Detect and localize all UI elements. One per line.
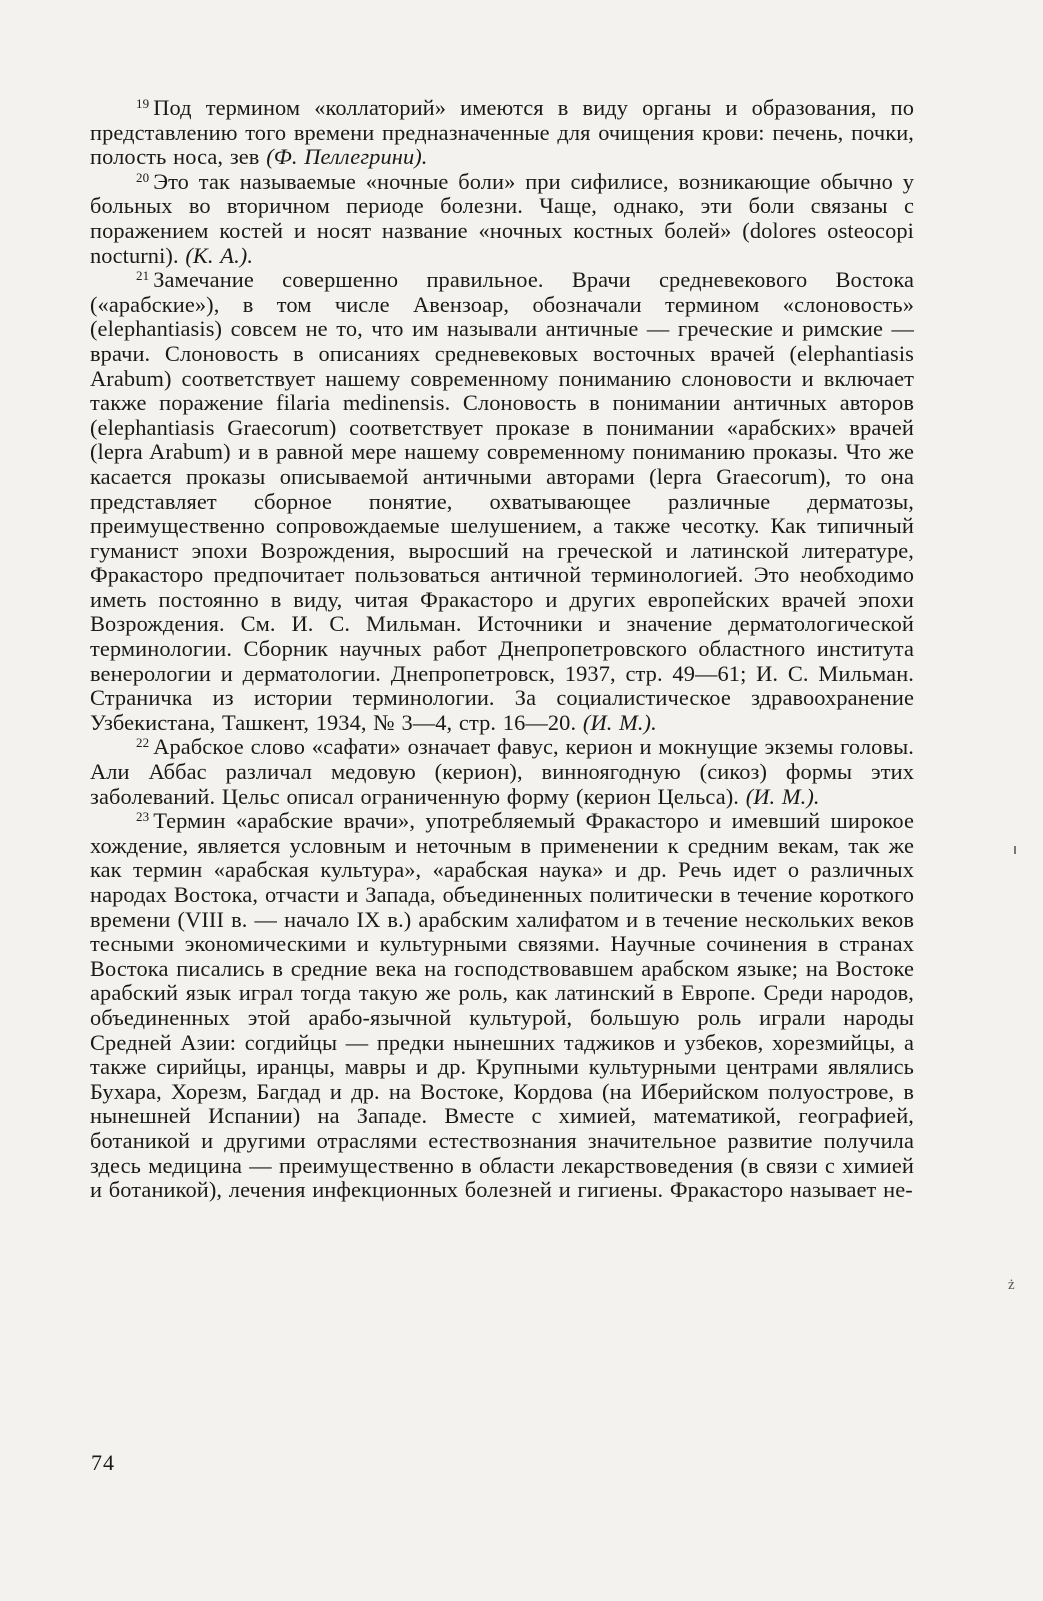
footnote-author: (И. М.). [745, 783, 820, 809]
footnote-21 [90, 268, 914, 735]
footnote-20 [90, 170, 914, 268]
footnote-text: Замечание совершенно правильное. Врачи средневекового Востока («арабские»), в том числе Авензоар, обозначали термином «слоновость» (elephantiasis) совсем не то, что им называли античные — греческие и римские — врачи. Слоновость в описаниях средневековых восточных врачей (elephantiasis Arabum) соответствует нашему современному пониманию слоновости и включает также поражение filaria medinensis. Слоновость в понимании античных авторов (elephantiasis Graecorum) соответствует проказе в понимании «арабских» врачей (lepra Arabum) и в равной мере нашему современному пониманию проказы. Что же касается проказы описываемой античными авторами (lepra Graecorum), то она представляет сборное понятие, охватывающее различные дерматозы, преимущественно сопровождаемые шелушением, а также чесотку. Как типичный гуманист эпохи Возрождения, выросший на греческой и латинской литературе, Фракасторо предпочитает пользоваться античной терминологией. Это необходимо иметь постоянно в виду, читая Фракасторо и других европейских врачей эпохи Возрождения. См. И. С. Мильман. Источники и значение дерматологической терминологии. Сборник научных работ Днепропетровского областного института венерологии и дерматологии. Днепропетровск, 1937, стр. 49—61; И. С. Мильман. Страничка из истории терминологии. За социалистическое здравоохранение Узбекистана, Ташкент, 1934, № 3—4, стр. 16—20. [90, 267, 914, 735]
footnote-author: (И. М.). [582, 709, 657, 735]
footnote-text: Под термином «коллаторий» имеются в виду органы и образования, по представлению того времени предназначенные для очищения крови: печень, почки, полость носа, зев [90, 95, 914, 170]
margin-mark: ż [1008, 1277, 1015, 1293]
footnote-number: 20 [136, 169, 150, 185]
footnote-number: 19 [136, 96, 150, 111]
footnote-text: Арабское слово «сафати» означает фавус, керион и мокнущие экземы головы. Али Аббас различал медовую (керион), винноягодную (сикоз) формы этих заболеваний. Цельс описал ограниченную форму (керион Цельса). [90, 734, 914, 809]
footnote-text: Это так называемые «ночные боли» при сифилисе, возникающие обычно у больных во вторичном периоде болезни. Чаще, однако, эти боли связаны с поражением костей и носят название «ночных костных болей» (dolores osteocopi nocturni). [90, 168, 914, 268]
footnote-number: 21 [136, 268, 150, 284]
footnote-22 [90, 735, 914, 809]
footnote-number: 22 [136, 735, 150, 751]
footnote-text: Термин «арабские врачи», употребляемый Фракасторо и имевший широкое хождение, является условным и неточным в применении к средним векам, так же как термин «арабская культура», «арабская наука» и др. Речь идет о различных народах Востока, отчасти и Запада, объединенных политически в течение короткого времени (VIII в. — начало IX в.) арабским халифатом и в течение нескольких веков тесными экономическими и культурными связями. Научные сочинения в странах Востока писались в средние века на господствовавшем арабском языке; на Востоке арабский язык играл тогда такую же роль, как латинский в Европе. Среди народов, объединенных этой арабо-язычной культурой, большую роль играли народы Средней Азии: согдийцы — предки нынешних таджиков и узбеков, хорезмийцы, а также сирийцы, иранцы, мавры и др. Крупными культурными центрами являлись Бухара, Хорезм, Багдад и др. на Востоке, Кордова (на Иберийском полуострове, в нынешней Испании) на Западе. Вместе с химией, математикой, географией, ботаникой и другими отраслями естествознания значительное развитие получила здесь медицина — преимущественно в области лекарствоведения (в связи с химией и ботаникой), лечения инфекционных болезней и гигиены. Фракасторо называет не- [90, 808, 914, 1203]
footnote-number: 23 [136, 809, 150, 825]
margin-tick [1014, 846, 1016, 854]
footnote-author: (К. А.). [185, 242, 254, 268]
footnote-23 [90, 809, 914, 1203]
footnote-19 [90, 96, 914, 170]
footnotes-block [90, 96, 914, 1203]
footnote-author: (Ф. Пеллегрини). [266, 144, 428, 170]
page-number: 74 [91, 1450, 115, 1475]
